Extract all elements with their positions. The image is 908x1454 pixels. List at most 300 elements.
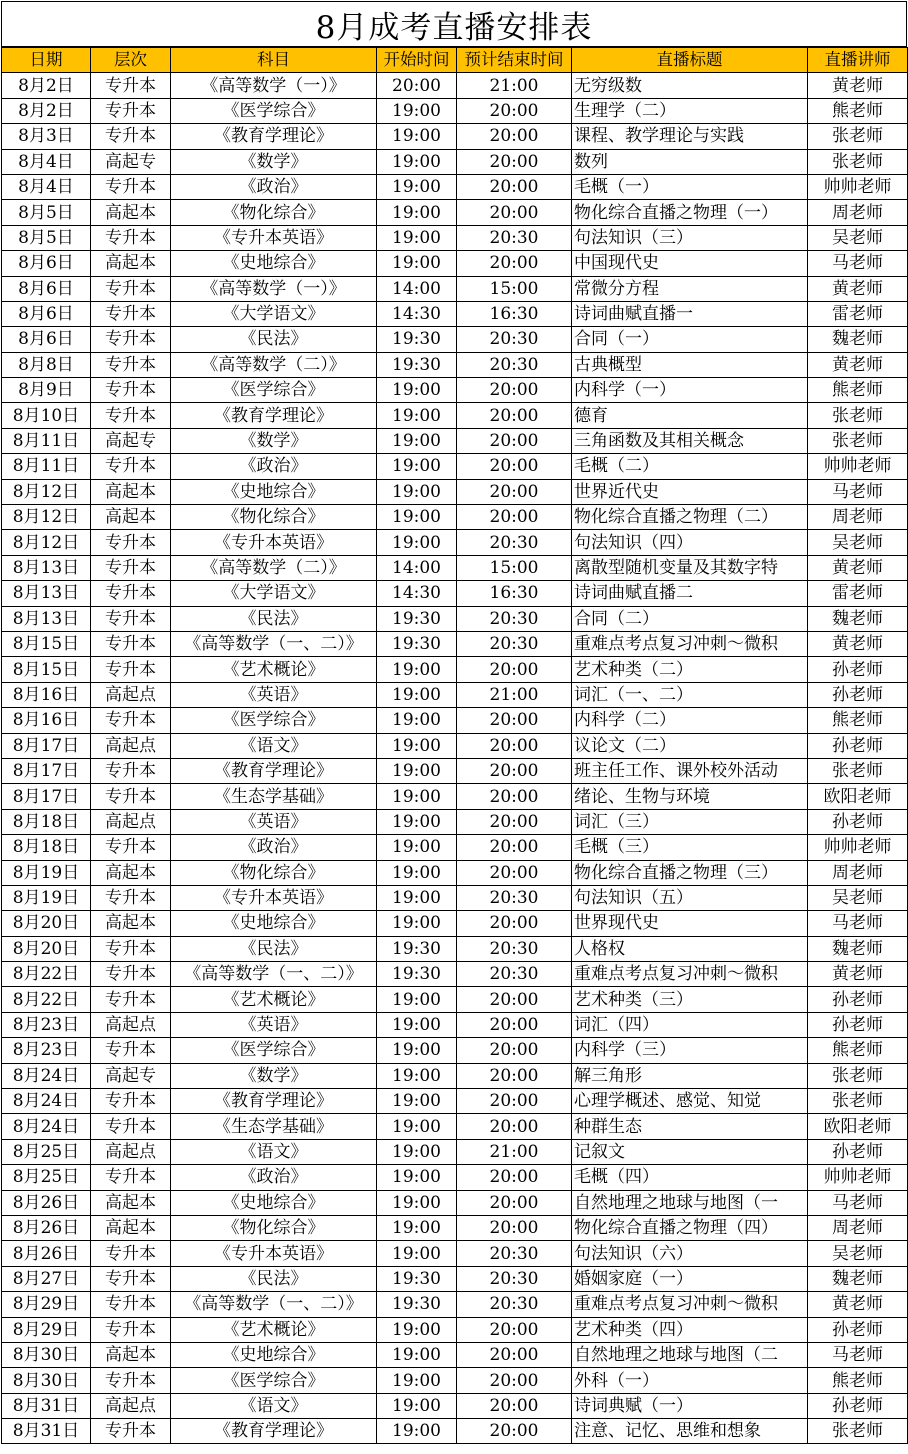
teacher-cell: 马老师 xyxy=(808,1190,908,1215)
level-cell: 专升本 xyxy=(91,225,171,250)
teacher-cell: 张老师 xyxy=(808,1419,908,1444)
table-row xyxy=(2,962,908,987)
start-time-cell: 19:00 xyxy=(377,225,457,250)
end-time-cell: 20:00 xyxy=(457,479,572,504)
topic-cell: 内科学（三） xyxy=(572,1038,808,1063)
start-time-cell: 19:00 xyxy=(377,174,457,199)
end-time-cell: 20:00 xyxy=(457,1368,572,1393)
level-cell: 高起本 xyxy=(91,479,171,504)
start-time-cell: 14:00 xyxy=(377,555,457,580)
start-time-cell: 19:00 xyxy=(377,1063,457,1088)
table-row xyxy=(2,1241,908,1266)
level-cell: 专升本 xyxy=(91,784,171,809)
end-time-cell: 20:30 xyxy=(457,936,572,961)
subject-cell: 《政治》 xyxy=(171,1165,377,1190)
teacher-cell: 帅帅老师 xyxy=(808,1165,908,1190)
table-row xyxy=(2,987,908,1012)
subject-cell: 《数学》 xyxy=(171,428,377,453)
subject-cell: 《医学综合》 xyxy=(171,378,377,403)
topic-cell: 世界现代史 xyxy=(572,911,808,936)
topic-cell: 诗词曲赋直播一 xyxy=(572,301,808,326)
date-cell: 8月23日 xyxy=(2,1038,91,1063)
start-time-cell: 19:00 xyxy=(377,1215,457,1240)
end-time-cell: 20:00 xyxy=(457,1190,572,1215)
start-time-cell: 19:30 xyxy=(377,1266,457,1291)
table-row xyxy=(2,225,908,250)
date-cell: 8月30日 xyxy=(2,1342,91,1367)
level-cell: 专升本 xyxy=(91,1292,171,1317)
topic-cell: 古典概型 xyxy=(572,352,808,377)
level-cell: 专升本 xyxy=(91,581,171,606)
date-cell: 8月26日 xyxy=(2,1241,91,1266)
topic-cell: 心理学概述、感觉、知觉 xyxy=(572,1089,808,1114)
level-cell: 高起本 xyxy=(91,860,171,885)
start-time-cell: 19:00 xyxy=(377,1165,457,1190)
topic-cell: 毛概（一） xyxy=(572,174,808,199)
teacher-cell: 张老师 xyxy=(808,1063,908,1088)
schedule-sheet xyxy=(1,1,907,1444)
table-row xyxy=(2,1012,908,1037)
teacher-cell: 熊老师 xyxy=(808,98,908,123)
teacher-cell: 熊老师 xyxy=(808,708,908,733)
subject-cell: 《医学综合》 xyxy=(171,708,377,733)
teacher-cell: 周老师 xyxy=(808,860,908,885)
header-level: 层次 xyxy=(91,48,171,73)
end-time-cell: 20:30 xyxy=(457,631,572,656)
start-time-cell: 19:30 xyxy=(377,936,457,961)
date-cell: 8月23日 xyxy=(2,1012,91,1037)
start-time-cell: 19:00 xyxy=(377,530,457,555)
end-time-cell: 20:00 xyxy=(457,1419,572,1444)
teacher-cell: 黄老师 xyxy=(808,352,908,377)
date-cell: 8月11日 xyxy=(2,428,91,453)
start-time-cell: 19:00 xyxy=(377,1012,457,1037)
table-row xyxy=(2,631,908,656)
subject-cell: 《民法》 xyxy=(171,327,377,352)
start-time-cell: 19:00 xyxy=(377,708,457,733)
start-time-cell: 19:30 xyxy=(377,352,457,377)
table-row xyxy=(2,378,908,403)
level-cell: 专升本 xyxy=(91,352,171,377)
end-time-cell: 20:00 xyxy=(457,657,572,682)
subject-cell: 《专升本英语》 xyxy=(171,885,377,910)
subject-cell: 《高等数学（一）》 xyxy=(171,276,377,301)
start-time-cell: 14:00 xyxy=(377,276,457,301)
start-time-cell: 19:00 xyxy=(377,784,457,809)
teacher-cell: 魏老师 xyxy=(808,327,908,352)
start-time-cell: 19:00 xyxy=(377,911,457,936)
end-time-cell: 20:00 xyxy=(457,1012,572,1037)
table-row xyxy=(2,251,908,276)
end-time-cell: 20:00 xyxy=(457,1165,572,1190)
teacher-cell: 孙老师 xyxy=(808,1317,908,1342)
table-row xyxy=(2,657,908,682)
teacher-cell: 张老师 xyxy=(808,428,908,453)
table-row xyxy=(2,149,908,174)
table-row xyxy=(2,301,908,326)
header-start-time: 开始时间 xyxy=(377,48,457,73)
end-time-cell: 20:00 xyxy=(457,708,572,733)
topic-cell: 注意、记忆、思维和想象 xyxy=(572,1419,808,1444)
table-row xyxy=(2,1114,908,1139)
level-cell: 专升本 xyxy=(91,1114,171,1139)
teacher-cell: 马老师 xyxy=(808,1342,908,1367)
date-cell: 8月24日 xyxy=(2,1063,91,1088)
end-time-cell: 20:00 xyxy=(457,1317,572,1342)
teacher-cell: 孙老师 xyxy=(808,1012,908,1037)
table-row xyxy=(2,1139,908,1164)
level-cell: 高起本 xyxy=(91,1190,171,1215)
table-row xyxy=(2,1342,908,1367)
teacher-cell: 黄老师 xyxy=(808,1292,908,1317)
end-time-cell: 15:00 xyxy=(457,276,572,301)
start-time-cell: 19:00 xyxy=(377,479,457,504)
table-row xyxy=(2,758,908,783)
subject-cell: 《大学语文》 xyxy=(171,301,377,326)
start-time-cell: 19:00 xyxy=(377,682,457,707)
start-time-cell: 19:00 xyxy=(377,1419,457,1444)
teacher-cell: 孙老师 xyxy=(808,733,908,758)
end-time-cell: 20:00 xyxy=(457,1114,572,1139)
end-time-cell: 20:00 xyxy=(457,98,572,123)
topic-cell: 内科学（一） xyxy=(572,378,808,403)
end-time-cell: 20:00 xyxy=(457,733,572,758)
level-cell: 高起本 xyxy=(91,251,171,276)
level-cell: 高起专 xyxy=(91,1063,171,1088)
start-time-cell: 19:30 xyxy=(377,606,457,631)
topic-cell: 内科学（二） xyxy=(572,708,808,733)
subject-cell: 《高等数学（一、二）》 xyxy=(171,1292,377,1317)
subject-cell: 《艺术概论》 xyxy=(171,657,377,682)
date-cell: 8月4日 xyxy=(2,174,91,199)
subject-cell: 《高等数学（二）》 xyxy=(171,352,377,377)
table-row xyxy=(2,479,908,504)
topic-cell: 三角函数及其相关概念 xyxy=(572,428,808,453)
header-topic: 直播标题 xyxy=(572,48,808,73)
end-time-cell: 20:30 xyxy=(457,606,572,631)
table-row xyxy=(2,454,908,479)
date-cell: 8月17日 xyxy=(2,784,91,809)
start-time-cell: 19:00 xyxy=(377,378,457,403)
end-time-cell: 20:30 xyxy=(457,1292,572,1317)
level-cell: 专升本 xyxy=(91,124,171,149)
table-row xyxy=(2,581,908,606)
level-cell: 高起点 xyxy=(91,682,171,707)
header-date: 日期 xyxy=(2,48,91,73)
topic-cell: 物化综合直播之物理（四） xyxy=(572,1215,808,1240)
level-cell: 高起本 xyxy=(91,911,171,936)
level-cell: 高起专 xyxy=(91,149,171,174)
end-time-cell: 16:30 xyxy=(457,581,572,606)
topic-cell: 毛概（四） xyxy=(572,1165,808,1190)
subject-cell: 《语文》 xyxy=(171,1393,377,1418)
level-cell: 专升本 xyxy=(91,708,171,733)
subject-cell: 《高等数学（一、二）》 xyxy=(171,631,377,656)
teacher-cell: 熊老师 xyxy=(808,1368,908,1393)
date-cell: 8月12日 xyxy=(2,530,91,555)
start-time-cell: 19:00 xyxy=(377,1393,457,1418)
topic-cell: 数列 xyxy=(572,149,808,174)
end-time-cell: 20:00 xyxy=(457,784,572,809)
date-cell: 8月15日 xyxy=(2,631,91,656)
subject-cell: 《史地综合》 xyxy=(171,1342,377,1367)
subject-cell: 《语文》 xyxy=(171,733,377,758)
date-cell: 8月5日 xyxy=(2,225,91,250)
teacher-cell: 马老师 xyxy=(808,479,908,504)
table-row xyxy=(2,708,908,733)
teacher-cell: 张老师 xyxy=(808,124,908,149)
end-time-cell: 20:00 xyxy=(457,454,572,479)
start-time-cell: 19:00 xyxy=(377,505,457,530)
teacher-cell: 黄老师 xyxy=(808,962,908,987)
teacher-cell: 熊老师 xyxy=(808,1038,908,1063)
end-time-cell: 20:30 xyxy=(457,225,572,250)
table-row xyxy=(2,98,908,123)
end-time-cell: 20:00 xyxy=(457,987,572,1012)
topic-cell: 婚姻家庭（一） xyxy=(572,1266,808,1291)
end-time-cell: 20:00 xyxy=(457,505,572,530)
level-cell: 高起点 xyxy=(91,733,171,758)
subject-cell: 《医学综合》 xyxy=(171,1038,377,1063)
start-time-cell: 19:00 xyxy=(377,1342,457,1367)
level-cell: 专升本 xyxy=(91,327,171,352)
start-time-cell: 19:00 xyxy=(377,454,457,479)
level-cell: 高起点 xyxy=(91,1012,171,1037)
teacher-cell: 吴老师 xyxy=(808,1241,908,1266)
subject-cell: 《物化综合》 xyxy=(171,200,377,225)
teacher-cell: 周老师 xyxy=(808,1215,908,1240)
date-cell: 8月15日 xyxy=(2,657,91,682)
date-cell: 8月13日 xyxy=(2,606,91,631)
start-time-cell: 19:00 xyxy=(377,885,457,910)
table-row xyxy=(2,885,908,910)
start-time-cell: 20:00 xyxy=(377,73,457,98)
end-time-cell: 20:30 xyxy=(457,352,572,377)
teacher-cell: 熊老师 xyxy=(808,378,908,403)
table-row xyxy=(2,1063,908,1088)
start-time-cell: 19:00 xyxy=(377,1139,457,1164)
table-row xyxy=(2,124,908,149)
teacher-cell: 欧阳老师 xyxy=(808,1114,908,1139)
topic-cell: 诗词曲赋直播二 xyxy=(572,581,808,606)
table-row xyxy=(2,1038,908,1063)
table-row xyxy=(2,860,908,885)
date-cell: 8月27日 xyxy=(2,1266,91,1291)
table-row xyxy=(2,835,908,860)
topic-cell: 艺术种类（三） xyxy=(572,987,808,1012)
level-cell: 专升本 xyxy=(91,1089,171,1114)
subject-cell: 《高等数学（一、二）》 xyxy=(171,962,377,987)
start-time-cell: 19:30 xyxy=(377,327,457,352)
start-time-cell: 19:00 xyxy=(377,1368,457,1393)
table-row xyxy=(2,530,908,555)
topic-cell: 物化综合直播之物理（三） xyxy=(572,860,808,885)
date-cell: 8月29日 xyxy=(2,1317,91,1342)
level-cell: 专升本 xyxy=(91,631,171,656)
topic-cell: 班主任工作、课外校外活动 xyxy=(572,758,808,783)
end-time-cell: 20:00 xyxy=(457,174,572,199)
subject-cell: 《英语》 xyxy=(171,1012,377,1037)
level-cell: 专升本 xyxy=(91,378,171,403)
table-row xyxy=(2,403,908,428)
topic-cell: 中国现代史 xyxy=(572,251,808,276)
table-row xyxy=(2,1165,908,1190)
level-cell: 高起点 xyxy=(91,1393,171,1418)
start-time-cell: 19:00 xyxy=(377,733,457,758)
end-time-cell: 20:00 xyxy=(457,835,572,860)
topic-cell: 合同（二） xyxy=(572,606,808,631)
topic-cell: 艺术种类（二） xyxy=(572,657,808,682)
teacher-cell: 孙老师 xyxy=(808,809,908,834)
date-cell: 8月31日 xyxy=(2,1419,91,1444)
topic-cell: 解三角形 xyxy=(572,1063,808,1088)
date-cell: 8月9日 xyxy=(2,378,91,403)
teacher-cell: 雷老师 xyxy=(808,301,908,326)
level-cell: 专升本 xyxy=(91,1419,171,1444)
level-cell: 专升本 xyxy=(91,1241,171,1266)
subject-cell: 《教育学理论》 xyxy=(171,758,377,783)
teacher-cell: 张老师 xyxy=(808,758,908,783)
table-row xyxy=(2,505,908,530)
table-row xyxy=(2,911,908,936)
table-row xyxy=(2,1368,908,1393)
header-end-time: 预计结束时间 xyxy=(457,48,572,73)
level-cell: 高起本 xyxy=(91,1215,171,1240)
end-time-cell: 20:00 xyxy=(457,149,572,174)
table-row xyxy=(2,1089,908,1114)
end-time-cell: 21:00 xyxy=(457,73,572,98)
start-time-cell: 19:00 xyxy=(377,251,457,276)
teacher-cell: 马老师 xyxy=(808,911,908,936)
level-cell: 专升本 xyxy=(91,98,171,123)
start-time-cell: 19:00 xyxy=(377,1089,457,1114)
level-cell: 专升本 xyxy=(91,555,171,580)
subject-cell: 《教育学理论》 xyxy=(171,403,377,428)
topic-cell: 句法知识（五） xyxy=(572,885,808,910)
teacher-cell: 黄老师 xyxy=(808,631,908,656)
date-cell: 8月17日 xyxy=(2,758,91,783)
topic-cell: 课程、教学理论与实践 xyxy=(572,124,808,149)
level-cell: 高起本 xyxy=(91,505,171,530)
subject-cell: 《民法》 xyxy=(171,936,377,961)
teacher-cell: 周老师 xyxy=(808,200,908,225)
subject-cell: 《生态学基础》 xyxy=(171,1114,377,1139)
subject-cell: 《高等数学（二）》 xyxy=(171,555,377,580)
topic-cell: 句法知识（三） xyxy=(572,225,808,250)
end-time-cell: 20:00 xyxy=(457,1063,572,1088)
table-row xyxy=(2,1419,908,1444)
date-cell: 8月13日 xyxy=(2,581,91,606)
topic-cell: 重难点考点复习冲刺～微积 xyxy=(572,631,808,656)
topic-cell: 毛概（二） xyxy=(572,454,808,479)
date-cell: 8月19日 xyxy=(2,860,91,885)
topic-cell: 自然地理之地球与地图（二 xyxy=(572,1342,808,1367)
header-row xyxy=(2,48,908,73)
subject-cell: 《物化综合》 xyxy=(171,860,377,885)
table-row xyxy=(2,1190,908,1215)
table-row xyxy=(2,352,908,377)
date-cell: 8月6日 xyxy=(2,327,91,352)
teacher-cell: 雷老师 xyxy=(808,581,908,606)
end-time-cell: 20:30 xyxy=(457,327,572,352)
teacher-cell: 孙老师 xyxy=(808,1139,908,1164)
end-time-cell: 16:30 xyxy=(457,301,572,326)
subject-cell: 《艺术概论》 xyxy=(171,987,377,1012)
teacher-cell: 张老师 xyxy=(808,149,908,174)
level-cell: 专升本 xyxy=(91,1368,171,1393)
subject-cell: 《史地综合》 xyxy=(171,251,377,276)
teacher-cell: 周老师 xyxy=(808,505,908,530)
date-cell: 8月24日 xyxy=(2,1114,91,1139)
topic-cell: 议论文（二） xyxy=(572,733,808,758)
date-cell: 8月19日 xyxy=(2,885,91,910)
subject-cell: 《物化综合》 xyxy=(171,505,377,530)
end-time-cell: 20:00 xyxy=(457,809,572,834)
level-cell: 专升本 xyxy=(91,758,171,783)
topic-cell: 合同（一） xyxy=(572,327,808,352)
topic-cell: 重难点考点复习冲刺～微积 xyxy=(572,1292,808,1317)
start-time-cell: 19:00 xyxy=(377,124,457,149)
level-cell: 专升本 xyxy=(91,174,171,199)
subject-cell: 《数学》 xyxy=(171,1063,377,1088)
start-time-cell: 19:00 xyxy=(377,1190,457,1215)
subject-cell: 《大学语文》 xyxy=(171,581,377,606)
end-time-cell: 15:00 xyxy=(457,555,572,580)
start-time-cell: 14:30 xyxy=(377,581,457,606)
level-cell: 专升本 xyxy=(91,1038,171,1063)
topic-cell: 物化综合直播之物理（二） xyxy=(572,505,808,530)
end-time-cell: 20:30 xyxy=(457,530,572,555)
level-cell: 专升本 xyxy=(91,962,171,987)
end-time-cell: 20:00 xyxy=(457,911,572,936)
table-row xyxy=(2,1393,908,1418)
level-cell: 专升本 xyxy=(91,301,171,326)
table-row xyxy=(2,936,908,961)
start-time-cell: 19:30 xyxy=(377,1292,457,1317)
subject-cell: 《数学》 xyxy=(171,149,377,174)
table-row xyxy=(2,682,908,707)
topic-cell: 离散型随机变量及其数字特 xyxy=(572,555,808,580)
date-cell: 8月20日 xyxy=(2,911,91,936)
subject-cell: 《史地综合》 xyxy=(171,1190,377,1215)
teacher-cell: 帅帅老师 xyxy=(808,454,908,479)
teacher-cell: 帅帅老师 xyxy=(808,835,908,860)
level-cell: 专升本 xyxy=(91,1165,171,1190)
level-cell: 高起本 xyxy=(91,1342,171,1367)
end-time-cell: 20:00 xyxy=(457,758,572,783)
date-cell: 8月10日 xyxy=(2,403,91,428)
start-time-cell: 19:00 xyxy=(377,98,457,123)
start-time-cell: 19:00 xyxy=(377,835,457,860)
subject-cell: 《民法》 xyxy=(171,606,377,631)
end-time-cell: 20:30 xyxy=(457,1241,572,1266)
teacher-cell: 张老师 xyxy=(808,1089,908,1114)
subject-cell: 《专升本英语》 xyxy=(171,1241,377,1266)
date-cell: 8月12日 xyxy=(2,505,91,530)
teacher-cell: 帅帅老师 xyxy=(808,174,908,199)
table-row xyxy=(2,1215,908,1240)
level-cell: 专升本 xyxy=(91,1266,171,1291)
level-cell: 专升本 xyxy=(91,657,171,682)
subject-cell: 《生态学基础》 xyxy=(171,784,377,809)
level-cell: 专升本 xyxy=(91,606,171,631)
header-subject: 科目 xyxy=(171,48,377,73)
topic-cell: 词汇（四） xyxy=(572,1012,808,1037)
table-row xyxy=(2,1292,908,1317)
end-time-cell: 21:00 xyxy=(457,682,572,707)
start-time-cell: 19:00 xyxy=(377,200,457,225)
date-cell: 8月5日 xyxy=(2,200,91,225)
